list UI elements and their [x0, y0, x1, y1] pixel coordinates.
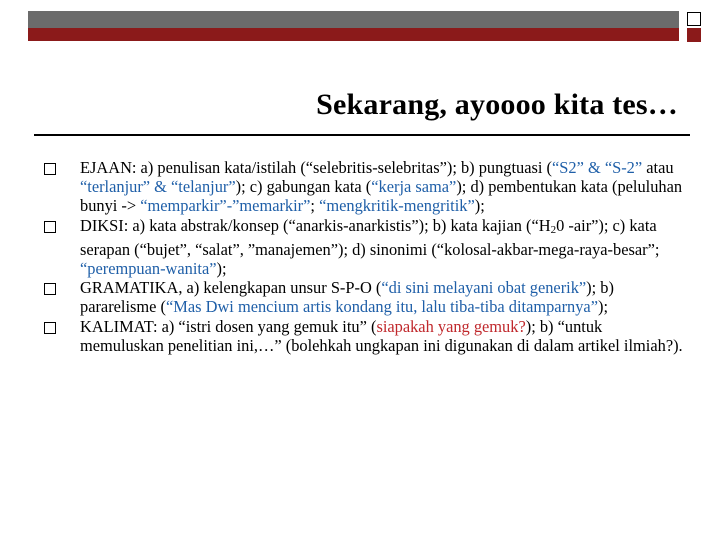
question-highlight: siapakah yang gemuk? [376, 316, 526, 336]
item-heading: KALIMAT [80, 316, 153, 336]
item-text: , a) kelengkapan unsur S-P-O ( [178, 278, 382, 298]
square-bullet-icon [44, 283, 56, 295]
item-text: ); d) pembentukan kata (peluluhan bunyi -> [80, 177, 683, 216]
example-highlight: “mengkritik-mengritik” [319, 196, 475, 216]
list-item-kalimat [44, 317, 684, 355]
item-text: : a) “istri dosen yang gemuk itu” ( [152, 316, 377, 336]
item-text: ); b) pararelisme ( [80, 278, 614, 317]
list-item-gramatika [44, 278, 684, 316]
item-text: 0 -air”); c) kata serapan (“bujet”, “salat”, ”manajemen”); d) sinonimi (“kolosal-akbar-mega-raya-besar”; [80, 215, 660, 259]
example-highlight: “terlanjur” & “telanjur” [80, 177, 236, 197]
list-item-diksi [44, 216, 684, 279]
square-bullet-icon [44, 163, 56, 175]
item-text: ); c) gabungan kata ( [235, 177, 372, 197]
bullet-list [44, 158, 684, 355]
item-text: atau [642, 158, 674, 177]
subscript: 2 [550, 223, 557, 236]
square-bullet-icon [44, 322, 56, 334]
item-text: ); [216, 259, 227, 279]
example-highlight: “S2” & “S-2” [552, 158, 643, 177]
item-heading: DIKSI [80, 215, 124, 235]
list-item-ejaan [44, 158, 684, 216]
item-text: ); [474, 196, 485, 216]
header-gray-bar [28, 11, 679, 28]
square-bullet-icon [44, 221, 56, 233]
example-highlight: “di sini melayani obat generik” [381, 278, 587, 298]
header-square-filled [687, 28, 701, 42]
example-highlight: “Mas Dwi mencium artis kondang itu, lalu tiba-tiba ditamparnya” [166, 297, 598, 317]
item-heading: GRAMATIKA [80, 278, 179, 298]
item-text: ); b) “untuk memuluskan penelitian ini,…” (bolehkah ungkapan ini digunakan di dalam artikel ilmiah?). [80, 316, 683, 355]
example-highlight: “memparkir”-”memarkir” [140, 196, 311, 216]
item-text: : a) penulisan kata/istilah (“selebritis-selebritas”); b) pungtuasi ( [131, 158, 553, 177]
item-text: : a) kata abstrak/konsep (“anarkis-anarkistis”); b) kata kajian (“H [123, 215, 551, 235]
example-highlight: “perempuan-wanita” [80, 259, 217, 279]
title-divider [34, 134, 690, 136]
slide-title: Sekarang, ayoooo kita tes… [316, 88, 678, 121]
header-red-bar [28, 28, 679, 41]
header-square-outline [687, 12, 701, 26]
item-text: ; [310, 196, 320, 216]
example-highlight: “kerja sama” [371, 177, 457, 197]
item-heading: EJAAN [80, 158, 132, 177]
item-text: ); [597, 297, 608, 317]
